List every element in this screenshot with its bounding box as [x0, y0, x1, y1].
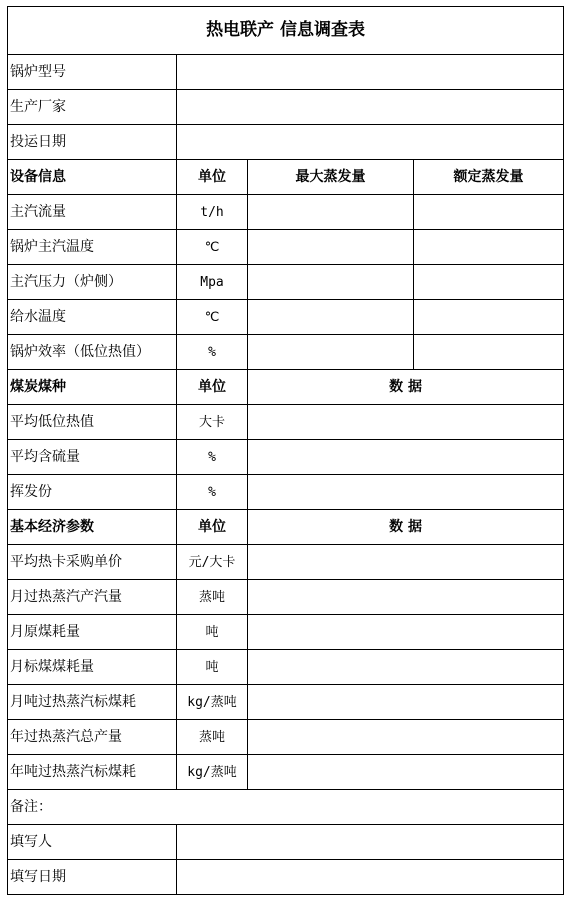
fill-date-row: [8, 860, 564, 895]
row-label: 月标煤煤耗量: [8, 650, 177, 685]
row-label: 平均低位热值: [8, 405, 177, 440]
manufacturer-field[interactable]: [177, 90, 564, 125]
max-evaporation-header: 最大蒸发量: [248, 160, 414, 195]
table-row: [8, 265, 564, 300]
fill-date-label: 填写日期: [8, 860, 177, 895]
row-unit: kg/蒸吨: [177, 685, 248, 720]
table-row: [8, 545, 564, 580]
data-field[interactable]: [248, 580, 564, 615]
commission-date-row: [8, 125, 564, 160]
data-field[interactable]: [248, 650, 564, 685]
row-label: 主汽流量: [8, 195, 177, 230]
rated-value-field[interactable]: [414, 230, 564, 265]
remarks-row: [8, 790, 564, 825]
title-row: [8, 7, 564, 55]
row-unit: kg/蒸吨: [177, 755, 248, 790]
data-field[interactable]: [248, 405, 564, 440]
manufacturer-label: 生产厂家: [8, 90, 177, 125]
row-label: 主汽压力（炉侧）: [8, 265, 177, 300]
table-row: [8, 335, 564, 370]
coal-header: 煤炭煤种: [8, 370, 177, 405]
row-label: 挥发份: [8, 475, 177, 510]
row-label: 给水温度: [8, 300, 177, 335]
commission-date-field[interactable]: [177, 125, 564, 160]
table-row: [8, 685, 564, 720]
boiler-model-field[interactable]: [177, 55, 564, 90]
boiler-model-label: 锅炉型号: [8, 55, 177, 90]
table-row: [8, 650, 564, 685]
row-unit: 大卡: [177, 405, 248, 440]
rated-value-field[interactable]: [414, 195, 564, 230]
table-row: [8, 755, 564, 790]
max-value-field[interactable]: [248, 300, 414, 335]
max-value-field[interactable]: [248, 265, 414, 300]
table-row: [8, 300, 564, 335]
table-row: [8, 230, 564, 265]
table-row: [8, 720, 564, 755]
row-label: 锅炉效率（低位热值）: [8, 335, 177, 370]
row-label: 平均含硫量: [8, 440, 177, 475]
row-unit: 吨: [177, 615, 248, 650]
table-row: [8, 615, 564, 650]
rated-value-field[interactable]: [414, 300, 564, 335]
rated-value-field[interactable]: [414, 265, 564, 300]
row-unit: 蒸吨: [177, 720, 248, 755]
equipment-unit-header: 单位: [177, 160, 248, 195]
equipment-header: 设备信息: [8, 160, 177, 195]
row-unit: ℃: [177, 300, 248, 335]
equipment-header-row: [8, 160, 564, 195]
max-value-field[interactable]: [248, 335, 414, 370]
table-row: [8, 195, 564, 230]
table-row: [8, 580, 564, 615]
boiler-model-row: [8, 55, 564, 90]
rated-evaporation-header: 额定蒸发量: [414, 160, 564, 195]
fill-date-field[interactable]: [177, 860, 564, 895]
data-field[interactable]: [248, 615, 564, 650]
row-unit: %: [177, 335, 248, 370]
row-label: 平均热卡采购单价: [8, 545, 177, 580]
table-row: [8, 440, 564, 475]
data-field[interactable]: [248, 440, 564, 475]
filled-by-field[interactable]: [177, 825, 564, 860]
row-unit: 元/大卡: [177, 545, 248, 580]
row-label: 月过热蒸汽产汽量: [8, 580, 177, 615]
row-unit: %: [177, 440, 248, 475]
commission-date-label: 投运日期: [8, 125, 177, 160]
economic-unit-header: 单位: [177, 510, 248, 545]
economic-header-row: [8, 510, 564, 545]
form-title: 热电联产 信息调查表: [8, 7, 564, 55]
data-field[interactable]: [248, 720, 564, 755]
data-field[interactable]: [248, 755, 564, 790]
economic-data-header: 数 据: [248, 510, 564, 545]
max-value-field[interactable]: [248, 230, 414, 265]
data-field[interactable]: [248, 475, 564, 510]
rated-value-field[interactable]: [414, 335, 564, 370]
row-unit: Mpa: [177, 265, 248, 300]
manufacturer-row: [8, 90, 564, 125]
table-row: [8, 405, 564, 440]
coal-data-header: 数 据: [248, 370, 564, 405]
data-field[interactable]: [248, 545, 564, 580]
survey-form-table: [7, 6, 564, 895]
row-label: 锅炉主汽温度: [8, 230, 177, 265]
row-unit: %: [177, 475, 248, 510]
row-unit: 吨: [177, 650, 248, 685]
row-unit: 蒸吨: [177, 580, 248, 615]
row-label: 年过热蒸汽总产量: [8, 720, 177, 755]
row-label: 月吨过热蒸汽标煤耗: [8, 685, 177, 720]
coal-unit-header: 单位: [177, 370, 248, 405]
row-label: 月原煤耗量: [8, 615, 177, 650]
row-unit: t/h: [177, 195, 248, 230]
filled-by-label: 填写人: [8, 825, 177, 860]
row-label: 年吨过热蒸汽标煤耗: [8, 755, 177, 790]
remarks-label[interactable]: 备注：: [8, 790, 564, 825]
filled-by-row: [8, 825, 564, 860]
max-value-field[interactable]: [248, 195, 414, 230]
table-row: [8, 475, 564, 510]
row-unit: ℃: [177, 230, 248, 265]
economic-header: 基本经济参数: [8, 510, 177, 545]
coal-header-row: [8, 370, 564, 405]
data-field[interactable]: [248, 685, 564, 720]
